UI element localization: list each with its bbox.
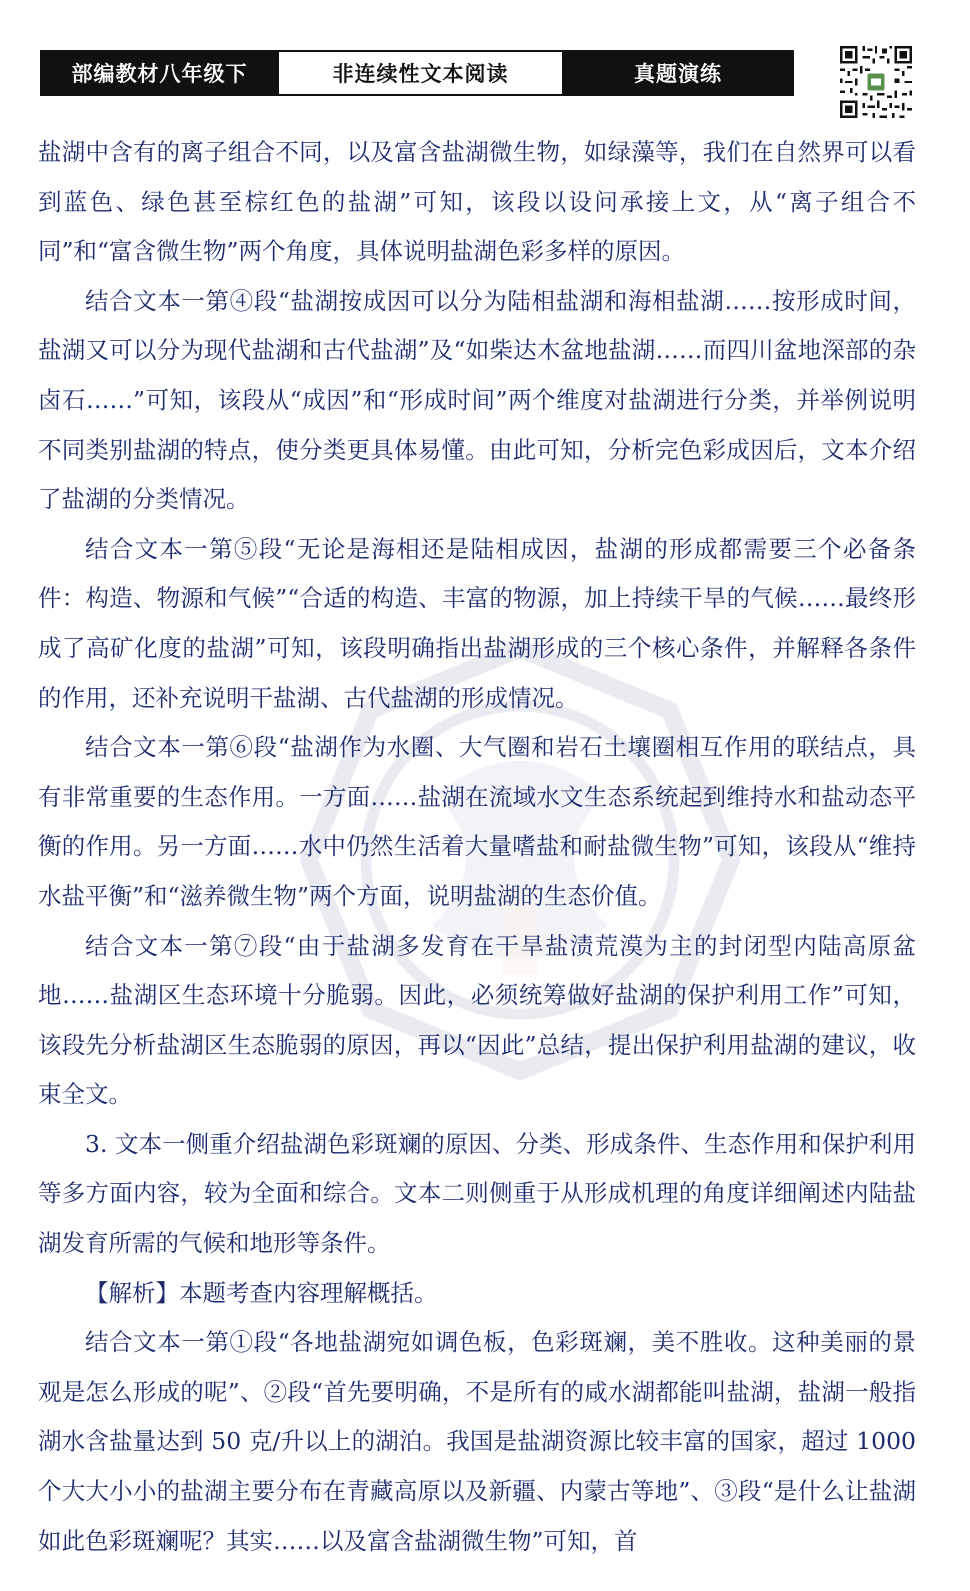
paragraph-analysis-5: 结合文本一第⑤段“无论是海相还是陆相成因，盐湖的形成都需要三个必备条件：构造、物源和气候”“合适的构造、丰富的物源，加上持续干旱的气候……最终形成了高矿化度的盐湖”可知，该段明确指出盐湖形成的三个核心条件，并解释各条件的作用，还补充说明干盐湖、古代盐湖的形成情况。 bbox=[38, 534, 916, 712]
paragraph-analysis-4: 结合文本一第④段“盐湖按成因可以分为陆相盐湖和海相盐湖……按形成时间，盐湖又可以分为现代盐湖和古代盐湖”及“如柴达木盆地盐湖……而四川盆地深部的杂卤石……”可知，该段从“成因”和“形成时间”两个维度对盐湖进行分类，并举例说明不同类别盐湖的特点，使分类更具体易懂。由此可知，分析完色彩成因后，文本介绍了盐湖的分类情况。 bbox=[38, 286, 916, 514]
paragraph-analysis-7: 结合文本一第⑦段“由于盐湖多发育在干旱盐渍荒漠为主的封闭型内陆高原盆地……盐湖区生态环境十分脆弱。因此，必须统筹做好盐湖的保护利用工作”可知，该段先分析盐湖区生态脆弱的原因，再以“因此”总结，提出保护利用盐湖的建议，收束全文。 bbox=[38, 931, 916, 1109]
answer-3: 3. 文本一侧重介绍盐湖色彩斑斓的原因、分类、形成条件、生态作用和保护利用等多方面内容，较为全面和综合。文本二则侧重于从形成机理的角度详细阐述内陆盐湖发育所需的气候和地形等条件。 bbox=[38, 1129, 916, 1258]
header-grade-label: 部编教材八年级下 bbox=[42, 52, 277, 94]
qr-code-icon[interactable] bbox=[840, 46, 912, 118]
document-body bbox=[38, 128, 916, 1566]
paragraph-analysis-1-3: 结合文本一第①段“各地盐湖宛如调色板，色彩斑斓，美不胜收。这种美丽的景观是怎么形成的呢”、②段“首先要明确，不是所有的咸水湖都能叫盐湖，盐湖一般指湖水含盐量达到 50 克/升以上的湖泊。我国是盐湖资源比较丰富的国家，超过 1000 个大大小小的盐湖主要分布在青藏高原以及新疆、内蒙古等地”、③段“是什么让盐湖如此色彩斑斓呢？其实……以及富含盐湖微生物”可知，首 bbox=[38, 1328, 916, 1555]
header-topic-label: 非连续性文本阅读 bbox=[277, 52, 564, 94]
header-bar bbox=[40, 50, 794, 96]
paragraph-analysis-6: 结合文本一第⑥段“盐湖作为水圈、大气圈和岩石土壤圈相互作用的联结点，具有非常重要的生态作用。一方面……盐湖在流域水文生态系统起到维持水和盐动态平衡的作用。另一方面……水中仍然生活着大量嗜盐和耐盐微生物”可知，该段从“维持水盐平衡”和“滋养微生物”两个方面，说明盐湖的生态价值。 bbox=[38, 733, 916, 910]
header-section-label: 真题演练 bbox=[564, 52, 792, 94]
paragraph-continuation: 盐湖中含有的离子组合不同，以及富含盐湖微生物，如绿藻等，我们在自然界可以看到蓝色、绿色甚至棕红色的盐湖”可知，该段以设问承接上文，从“离子组合不同”和“富含微生物”两个角度，具体说明盐湖色彩多样的原因。 bbox=[38, 138, 916, 266]
analysis-label: 【解析】本题考查内容理解概括。 bbox=[85, 1278, 438, 1307]
